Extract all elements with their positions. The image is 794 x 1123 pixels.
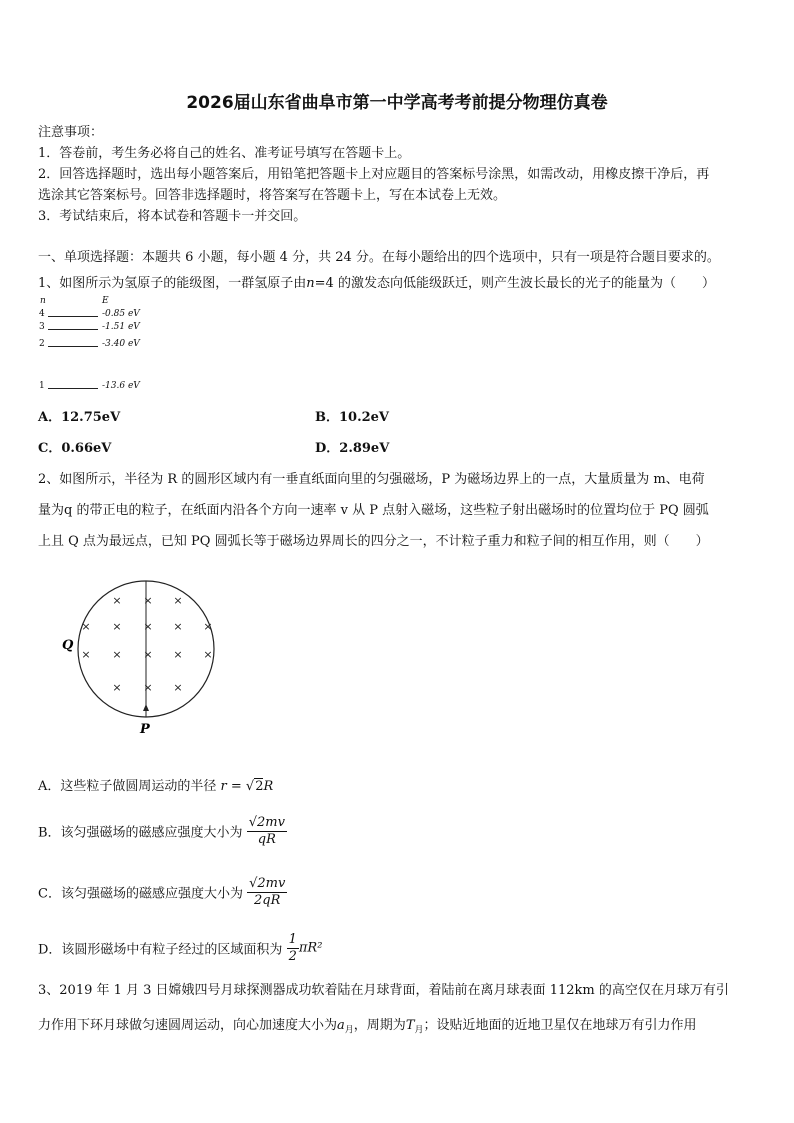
magnetic-field-figure	[50, 570, 230, 740]
field-x-mark: ×	[143, 648, 153, 661]
q2-option-a-r: r =	[220, 779, 246, 794]
field-x-mark: ×	[173, 594, 183, 607]
field-x-mark: ×	[143, 681, 153, 694]
notice-heading: 注意事项：	[38, 125, 104, 140]
entry-arrow-icon	[143, 704, 149, 711]
page-title: 2026届山东省曲阜市第一中学高考考前提分物理仿真卷	[186, 93, 608, 113]
q1-stem-part2: =4 的激发态向低能级跃迁，则产生波长最长的光子的能量为（ ）	[314, 276, 715, 291]
level-1-energy: -13.6 eV	[102, 381, 140, 391]
field-x-mark: ×	[173, 681, 183, 694]
q2-option-a	[38, 775, 273, 794]
q1-option-c: C．0.66eV	[38, 441, 112, 456]
q2-option-a-text: A．这些粒子做圆周运动的半径	[38, 779, 217, 794]
field-x-mark: ×	[173, 648, 183, 661]
q2-option-a-r-tail: R	[263, 779, 274, 794]
q2-option-c	[38, 876, 287, 908]
q3-period-symbol: T	[405, 1018, 415, 1033]
q2-option-b-text: B．该匀强磁场的磁感应强度大小为	[38, 825, 243, 841]
field-x-mark: ×	[203, 620, 213, 633]
field-x-mark: ×	[143, 620, 153, 633]
level-4-n: 4	[39, 309, 45, 319]
question-2-line-2: 量为q 的带正电的粒子，在纸面内沿各个方向一速率 v 从 P 点射入磁场，这些粒子射出磁场时的位置均位于 PQ 圆弧	[38, 503, 709, 518]
q3-period-sub: 月	[414, 1025, 424, 1036]
q1-stem-n: n	[306, 276, 315, 291]
q2-option-d-fraction	[287, 932, 299, 964]
section-heading: 一、单项选择题：本题共 6 小题，每小题 4 分，共 24 分。在每小题给出的四个选项中，只有一项是符合题目要求的。	[38, 250, 720, 265]
notice-item-1: 1．答卷前，考生务必将自己的姓名、准考证号填写在答题卡上。	[38, 146, 411, 161]
q2-option-c-denominator: 2qR	[254, 892, 281, 908]
q3-accel-symbol: a	[337, 1018, 345, 1033]
level-3-n: 3	[39, 322, 45, 332]
notice-item-2-cont: 选涂其它答案标号。回答非选择题时，将答案写在答题卡上，写在本试卷上无效。	[38, 188, 507, 203]
field-marks	[81, 594, 212, 694]
field-x-mark: ×	[173, 620, 183, 633]
label-q: Q	[62, 638, 74, 653]
field-x-mark: ×	[143, 594, 153, 607]
q2-option-b-fraction	[247, 815, 287, 847]
question-2-line-1: 2、如图所示，半径为 R 的圆形区域内有一垂直纸面向里的匀强磁场，P 为磁场边界上的一点，大量质量为 m、电荷	[38, 472, 705, 487]
q2-option-d-numerator: 1	[288, 932, 297, 947]
level-3-line	[48, 329, 98, 330]
question-3-line-1: 3、2019 年 1 月 3 日嫦娥四号月球探测器成功软着陆在月球背面，着陆前在离月球表面 112km 的高空仅在月球万有引	[38, 983, 729, 998]
field-x-mark: ×	[112, 620, 122, 633]
question-3-line-2	[38, 1014, 697, 1036]
q2-option-b	[38, 815, 287, 847]
q1-option-a: A．12.75eV	[38, 410, 121, 425]
sqrt-sign: √	[249, 876, 258, 891]
field-x-mark: ×	[112, 594, 122, 607]
q1-option-b: B．10.2eV	[315, 410, 390, 425]
q3-line2-part2: ，周期为	[353, 1018, 406, 1033]
level-4-energy: -0.85 eV	[102, 309, 140, 319]
q2-option-b-numerator: 2mv	[257, 815, 285, 830]
level-2-energy: -3.40 eV	[102, 339, 140, 349]
q2-option-d-area: πR²	[298, 940, 323, 956]
question-1-stem	[38, 272, 715, 291]
field-x-mark: ×	[81, 648, 91, 661]
level-3-energy: -1.51 eV	[102, 322, 140, 332]
question-2-line-3: 上且 Q 点为最远点，已知 PQ 圆弧长等于磁场边界周长的四分之一，不计粒子重力和粒子间的相互作用，则（ ）	[38, 534, 709, 549]
field-x-mark: ×	[112, 648, 122, 661]
level-2-line	[48, 346, 98, 347]
q1-stem-part1: 1、如图所示为氢原子的能级图，一群氢原子由	[38, 276, 307, 291]
level-1-n: 1	[39, 381, 45, 391]
q2-option-c-numerator: 2mv	[257, 876, 286, 891]
q3-line2-part1: 力作用下环月球做匀速圆周运动，向心加速度大小为	[38, 1018, 338, 1033]
q3-accel-sub: 月	[344, 1025, 354, 1036]
q2-option-b-denominator: qR	[257, 831, 276, 847]
q2-option-a-sqrt-sign: √	[245, 779, 255, 794]
sqrt-sign: √	[248, 815, 257, 830]
q2-option-d	[38, 932, 322, 964]
diagram-n-label: n	[40, 296, 46, 306]
field-x-mark: ×	[81, 620, 91, 633]
q2-option-c-text: C．该匀强磁场的磁感应强度大小为	[38, 886, 243, 902]
level-4-line	[48, 316, 98, 317]
level-2-n: 2	[39, 339, 45, 349]
field-x-mark: ×	[203, 648, 213, 661]
notice-item-3: 3．考试结束后，将本试卷和答题卡一并交回。	[38, 209, 307, 224]
q1-option-d: D．2.89eV	[315, 441, 390, 456]
field-x-mark: ×	[112, 681, 122, 694]
q2-option-c-fraction	[247, 876, 287, 908]
diagram-e-label: E	[102, 296, 109, 306]
q3-line2-part3: ；设贴近地面的近地卫星仅在地球万有引力作用	[423, 1018, 697, 1033]
level-1-line	[48, 388, 98, 389]
label-p: P	[140, 722, 150, 737]
notice-item-2: 2．回答选择题时，选出每小题答案后，用铅笔把答题卡上对应题目的答案标号涂黑，如需改动，用橡皮擦干净后，再	[38, 167, 710, 182]
q2-option-d-text: D．该圆形磁场中有粒子经过的区域面积为	[38, 942, 283, 958]
q2-option-d-denominator: 2	[288, 948, 297, 964]
q2-option-a-sqrt: 2	[255, 779, 264, 794]
